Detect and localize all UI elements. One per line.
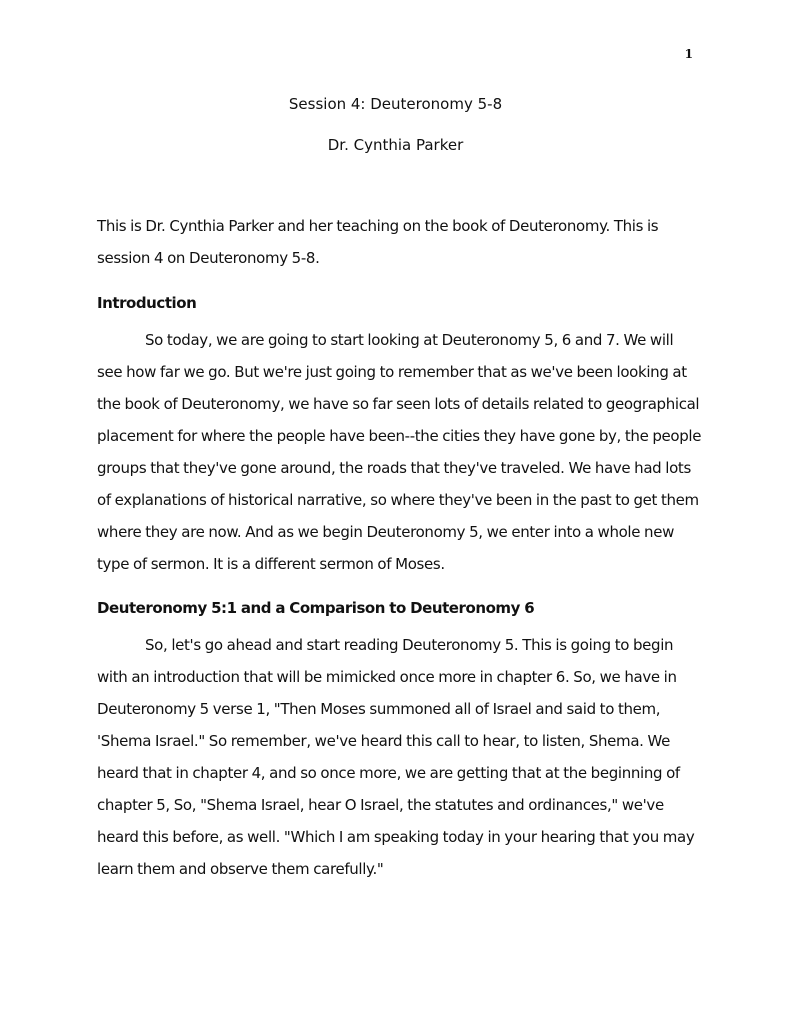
section-paragraph-deuteronomy-5-1: So, let's go ahead and start reading Deuteronomy 5. This is going to begin with an introduction that will be mimicked once more in chapter 6. So, we have in Deuteronomy 5 verse 1, "Then Moses summoned all of Israel and said to them, 'Shema Israel." So remember, we've heard this call to hear, to listen, Shema. We heard that in chapter 4, and so once more, we are getting that at the beginning of chapter 5, So, "Shema Israel, hear O Israel, the statutes and ordinances," we've heard this before, as well. "Which I am speaking today in your hearing that you may learn them and observe them carefully."	[97, 636, 695, 878]
document-title: Session 4: Deuteronomy 5-8	[288, 95, 503, 113]
intro-paragraph: This is Dr. Cynthia Parker and her teaching on the book of Deuteronomy. This is session 4 on Deuteronomy 5-8.	[97, 217, 659, 267]
section-heading-deuteronomy-5-1: Deuteronomy 5:1 and a Comparison to Deuteronomy 6	[97, 599, 535, 617]
document-body	[97, 210, 702, 885]
page-number: 1	[684, 47, 693, 61]
section-heading-introduction: Introduction	[97, 294, 197, 312]
document-author: Dr. Cynthia Parker	[327, 136, 464, 154]
section-paragraph-introduction: So today, we are going to start looking at Deuteronomy 5, 6 and 7. We will see how far we go. But we're just going to remember that as we've been looking at the book of Deuteronomy, we have so far seen lots of details related to geographical placement for where the people have been--the cities they have gone by, the people groups that they've gone around, the roads that they've traveled. We have had lots of explanations of historical narrative, so where they've been in the past to get them where they are now. And as we begin Deuteronomy 5, we enter into a whole new type of sermon. It is a different sermon of Moses.	[97, 331, 702, 573]
